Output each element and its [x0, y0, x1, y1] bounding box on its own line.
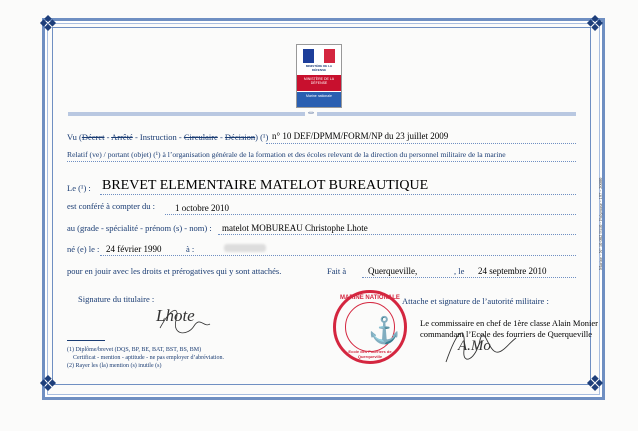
date-value: 24 septembre 2010 — [478, 266, 547, 276]
navy-seal-stamp — [333, 290, 407, 364]
reference-item: - Instruction - — [132, 132, 184, 142]
reference-item: Circulaire — [183, 132, 218, 142]
authority-label: Attache et signature de l’autorité militaire : — [402, 296, 549, 306]
decorative-band — [68, 112, 576, 116]
birthplace-label: à : — [186, 244, 195, 254]
confere-value: 1 octobre 2010 — [175, 203, 229, 213]
seal-inner-text: Ecole des Fourriers de Querqueville — [348, 349, 392, 359]
seal-outer-text: MARINE NATIONALE — [340, 295, 400, 301]
dotted-rule — [266, 143, 576, 144]
dotted-rule — [67, 161, 576, 162]
logo-ministry-text: MINISTÈRE DE LA DÉFENSE — [297, 75, 341, 91]
anchor-icon: ⚓ — [368, 316, 401, 345]
holder-signature: Lhote — [156, 306, 195, 325]
reference-label-pre: Vu ( — [67, 132, 82, 142]
relatif-line: Relatif (ve) / portant (objet) (¹) à l’organisation générale de la formation et des écoles relevant de la direction du personnel militaire de la marine — [67, 150, 506, 159]
ministry-logo — [296, 44, 342, 108]
birthdate-label: né (e) le : — [67, 244, 100, 254]
reference-item: Décision — [224, 132, 256, 142]
holder-signature-label: Signature du titulaire : — [78, 294, 155, 304]
logo-republic-text: MINISTÈRE DE LA DÉFENSE — [305, 64, 333, 72]
ornament-corner-icon: ❖ — [585, 11, 605, 36]
dotted-rule — [218, 234, 576, 235]
footnotes — [67, 346, 224, 370]
dotted-rule — [100, 194, 576, 195]
fait-value: Querqueville, — [368, 266, 418, 276]
dotted-rule — [100, 255, 576, 256]
redacted-birthplace — [224, 244, 266, 252]
le-label: Le (¹) : — [67, 183, 91, 193]
footnote-2: (2) Rayer les (la) mention (s) inutile (s) — [67, 363, 162, 369]
side-reference: Marine - N° 10 082 9310 - Polymuse - 197 - 20000 — [598, 177, 603, 270]
authority-name: Le commissaire en chef de 1ère classe Alain Monier — [420, 318, 598, 328]
footnote-rule — [67, 340, 105, 341]
authority-signature: A.Mo — [458, 338, 491, 354]
reference-item: Décret — [81, 132, 105, 142]
confere-label: est conféré à compter du : — [67, 201, 156, 211]
reference-item: - — [104, 132, 112, 142]
ornament-corner-icon: ❖ — [38, 11, 58, 36]
dotted-rule — [362, 277, 576, 278]
ornament-corner-icon: ❖ — [38, 371, 58, 396]
fait-label: Fait à — [327, 266, 347, 276]
reference-item: Arrêté — [111, 132, 133, 142]
grade-value: matelot MOBUREAU Christophe Lhote — [222, 223, 368, 233]
birthdate-value: 24 février 1990 — [106, 244, 162, 254]
rights-line: pour en jouir avec les droits et prérogatives qui y sont attachés. — [67, 266, 282, 276]
authority-title: commandant l’Ecole des fourriers de Querqueville — [420, 329, 593, 339]
grade-label: au (grade - spécialité - prénom (s) - nom) : — [67, 223, 212, 233]
certificate-title: BREVET ELEMENTAIRE MATELOT BUREAUTIQUE — [102, 178, 429, 193]
date-label: , le — [454, 266, 465, 276]
band-mark: «» — [305, 110, 317, 116]
dotted-rule — [165, 214, 576, 215]
reference-item: - — [217, 132, 225, 142]
reference-line — [67, 132, 268, 142]
tricolor-flag-icon — [303, 49, 335, 63]
logo-branch-text: Marine nationale — [297, 92, 341, 107]
footnote-1-cont: Certificat - mention - aptitude - ne pas employer d’abréviation. — [73, 355, 224, 361]
reference-value: n° 10 DEF/DPMM/FORM/NP du 23 juillet 2009 — [272, 131, 449, 141]
ornament-corner-icon: ❖ — [585, 371, 605, 396]
footnote-1: (1) Diplôme/brevet (DQS, BP, BE, BAT, BST, BS, BM) — [67, 347, 202, 353]
reference-item: ) (¹) — [255, 132, 269, 142]
